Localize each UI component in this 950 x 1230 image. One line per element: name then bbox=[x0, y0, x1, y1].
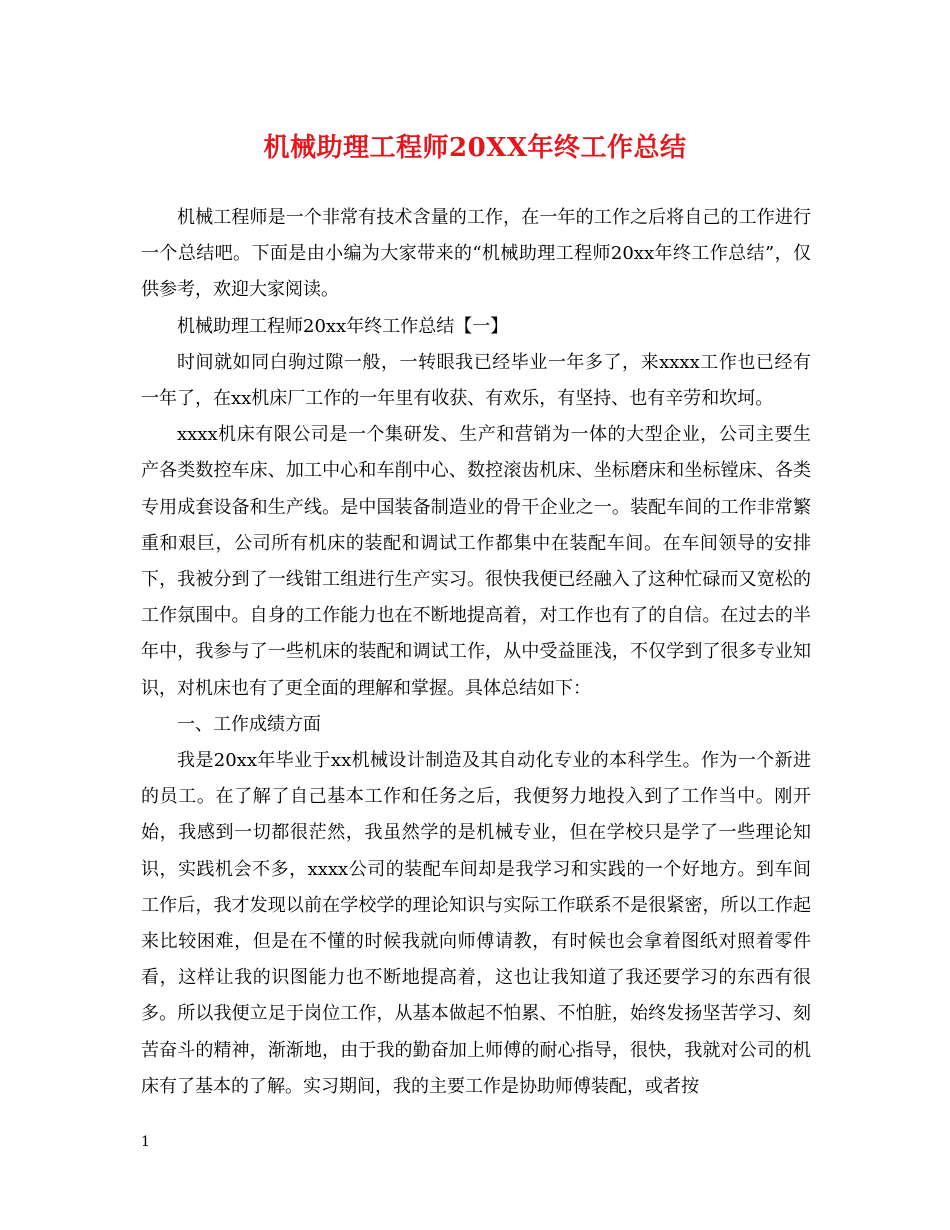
body-paragraph: 我是20xx年毕业于xx机械设计制造及其自动化专业的本科学生。作为一个新进的员工。在了解了自己基本工作和任务之后，我便努力地投入到了工作当中。刚开始，我感到一切都很茫然，我虽然学的是机械专业，但在学校只是学了一些理论知识，实践机会不多，xxxx公司的装配车间却是我学习和实践的一个好地方。到车间工作后，我才发现以前在学校学的理论知识与实际工作联系不是很紧密，所以工作起来比较困难，但是在不懂的时候我就向师傅请教，有时候也会拿着图纸对照着零件看，这样让我的识图能力也不断地提高着，这也让我知道了我还要学习的东西有很多。所以我便立足于岗位工作，从基本做起不怕累、不怕脏，始终发扬坚苦学习、刻苦奋斗的精神，渐渐地，由于我的勤奋加上师傅的耐心指导，很快，我就对公司的机床有了基本的了解。实习期间，我的主要工作是协助师傅装配，或者按 bbox=[141, 750, 811, 1097]
intro-paragraph: 机械工程师是一个非常有技术含量的工作，在一年的工作之后将自己的工作进行一个总结吧。下面是由小编为大家带来的“机械助理工程师20xx年终工作总结”，仅供参考，欢迎大家阅读。 bbox=[141, 207, 811, 301]
section-heading: 机械助理工程师20xx年终工作总结【一】 bbox=[177, 315, 509, 337]
document-title: 机械助理工程师20XX年终工作总结 bbox=[263, 133, 687, 163]
body-paragraph: 时间就如同白驹过隙一般，一转眼我已经毕业一年多了，来xxxx工作也已经有一年了，在xx机床厂工作的一年里有收获、有欢乐，有坚持、也有辛劳和坎坷。 bbox=[141, 351, 811, 410]
document-body bbox=[141, 200, 811, 1105]
body-paragraph: xxxx机床有限公司是一个集研发、生产和营销为一体的大型企业，公司主要生产各类数控车床、加工中心和车削中心、数控滚齿机床、坐标磨床和坐标镗床、各类专用成套设备和生产线。是中国装备制造业的骨干企业之一。装配车间的工作非常繁重和艰巨，公司所有机床的装配和调试工作都集中在装配车间。在车间领导的安排下，我被分到了一线钳工组进行生产实习。很快我便已经融入了这种忙碌而又宽松的工作氛围中。自身的工作能力也在不断地提高着，对工作也有了的自信。在过去的半年中，我参与了一些机床的装配和调试工作，从中受益匪浅，不仅学到了很多专业知识，对机床也有了更全面的理解和掌握。具体总结如下： bbox=[141, 424, 811, 699]
page-number: 1 bbox=[141, 1134, 150, 1150]
subsection-heading: 一、工作成绩方面 bbox=[177, 713, 321, 735]
